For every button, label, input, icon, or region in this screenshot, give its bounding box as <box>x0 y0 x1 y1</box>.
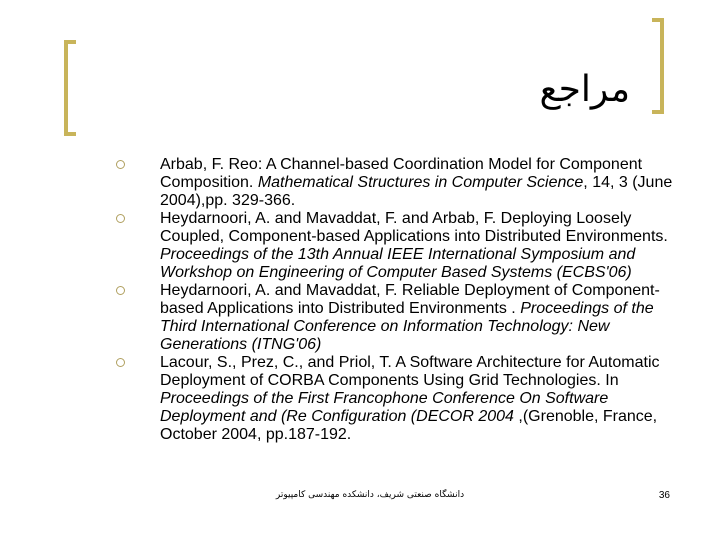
reference-item <box>114 156 680 210</box>
bullet-icon <box>116 286 125 295</box>
reference-tail: ,(Grenoble, France, October 2004, pp.187-192. <box>160 408 658 443</box>
page-number: 36 <box>658 490 670 501</box>
reference-text: Heydarnoori, A. and Mavaddat, F. Reliable Deployment of Component-based Applications into Distributed Environments . <box>160 282 660 317</box>
bullet-icon <box>116 214 125 223</box>
reference-journal: Proceedings of the Third International Conference on Information Technology: New Generations (ITNG'06) <box>160 300 654 353</box>
reference-journal: Proceedings of the First Francophone Conference On Software Deployment and (Re Configuration (DECOR 2004 <box>160 390 609 425</box>
reference-list <box>114 156 680 444</box>
bullet-icon <box>116 160 125 169</box>
reference-text: Lacour, S., Prez, C., and Priol, T. A Software Architecture for Automatic Deployment of CORBA Components Using Grid Technologies. In <box>160 354 660 389</box>
reference-item <box>114 282 680 354</box>
right-bracket-decoration <box>652 18 664 114</box>
reference-text: Heydarnoori, A. and Mavaddat, F. and Arbab, F. Deploying Loosely Coupled, Component-based Applications into Distributed Environments. <box>160 210 668 245</box>
left-bracket-decoration <box>64 40 76 136</box>
bullet-icon <box>116 358 125 367</box>
slide-title: مراجع <box>539 69 630 110</box>
reference-journal: Proceedings of the 13th Annual IEEE International Symposium and Workshop on Engineering of Computer Based Systems (ECBS'06) <box>160 246 636 281</box>
reference-tail: , 14, 3 (June 2004),pp. 329-366. <box>160 174 673 209</box>
reference-item <box>114 210 680 282</box>
reference-item <box>114 354 680 444</box>
reference-journal: Mathematical Structures in Computer Science <box>257 174 584 191</box>
slide-footer: دانشگاه صنعتی شریف، دانشکده مهندسی کامپیوتر <box>275 490 465 500</box>
reference-text: Arbab, F. Reo: A Channel-based Coordination Model for Component Composition. <box>160 156 643 191</box>
